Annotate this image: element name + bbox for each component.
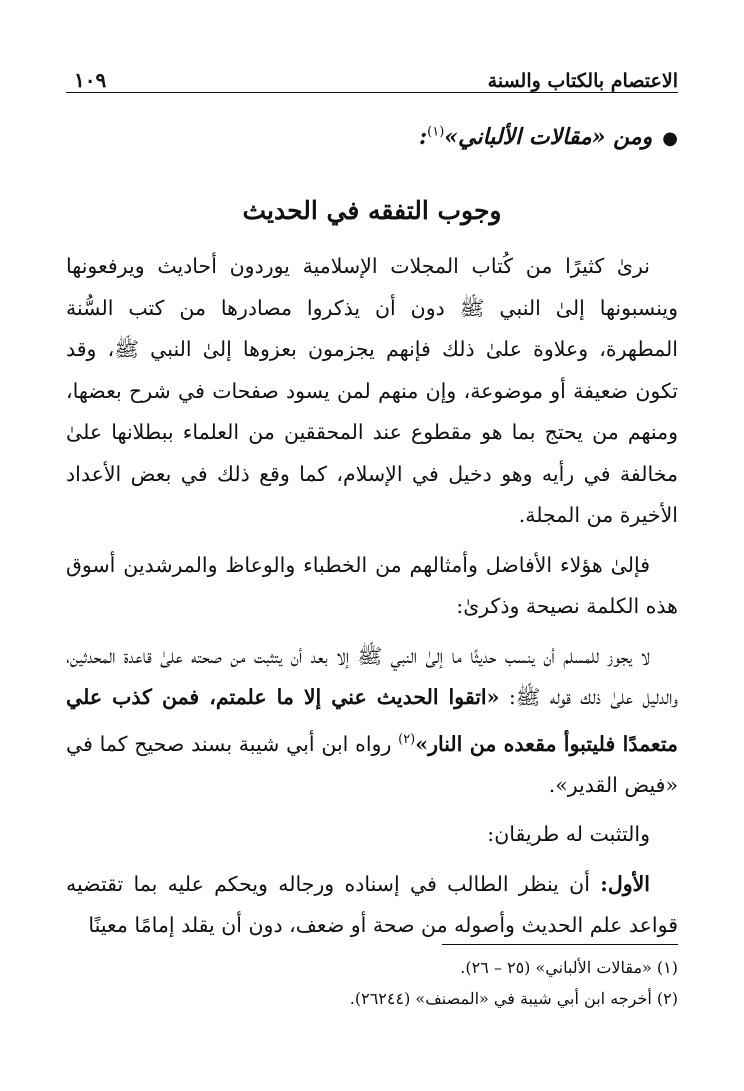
paragraph-5	[66, 864, 678, 947]
source-colon: :	[419, 124, 428, 150]
running-title: الاعتصام بالكتاب والسنة	[487, 70, 678, 92]
page-header	[74, 58, 678, 92]
footnotes	[66, 952, 678, 1014]
footnote-ref-1: (١)	[427, 124, 445, 140]
section-title: وجوب التفقه في الحديث	[242, 196, 502, 225]
footnote-divider	[442, 944, 678, 945]
paragraph-2: فإلىٰ هؤلاء الأفاضل وأمثالهم من الخطباء والوعاظ والمرشدين أسوق هذه الكلمة نصيحة وذكرىٰ:	[66, 552, 678, 618]
source-line	[66, 124, 678, 150]
page-number: ١٠٩	[74, 68, 107, 92]
hadith-quote: «اتقوا الحديث عني إلا ما علمتم، فمن كذب علي متعمدًا فليتبوأ مقعده من النار»	[66, 685, 678, 756]
footnote-ref-2: (٢)	[398, 731, 416, 747]
paragraph-1: نرىٰ كثيرًا من كُتاب المجلات الإسلامية يوردون أحاديث ويرفعونها وينسبونها إلىٰ النبي ﷺ دون أن يذكروا مصادرها من كتب السُّنة المطهرة، وعلاوة علىٰ ذلك فإنهم يجزمون بعزوها إلىٰ النبي ﷺ، وقد تكون ضعيفة أو موضوعة، وإن منهم لمن يسود صفحات في شرح بعضها، ومنهم من يحتج بما هو مقطوع عند المحققين من العلماء ببطلانها علىٰ مخالفة في رأيه وهو دخيل في الإسلام، كما وقع ذلك في بعض الأعداد الأخيرة من المجلة.	[66, 254, 678, 527]
header-divider	[66, 92, 678, 93]
footnote-1: (١) «مقالات الألباني» (٢٥ – ٢٦).	[460, 958, 678, 977]
paragraph-5-lead: الأول:	[600, 871, 650, 896]
paragraph-3-tail: رواه ابن أبي شيبة بسند صحيح كما في «فيض القدير».	[66, 731, 678, 797]
paragraph-4: والتثبت له طريقان:	[487, 822, 650, 847]
bullet-icon: ●	[662, 128, 678, 149]
paragraph-3-intro: لا يجوز للمسلم أن ينسب حديثًا ما إلىٰ النبي ﷺ إلا بعد أن يتثبت من صحته علىٰ قاعدة المحدثين، والدليل علىٰ ذلك قوله ﷺ:	[66, 643, 678, 709]
footnote-2: (٢) أخرجه ابن أبي شيبة في «المصنف» (٢٦٢٤٤).	[349, 989, 678, 1008]
source-text: ومن «مقالات الألباني»	[444, 124, 653, 150]
body-text	[66, 246, 678, 947]
paragraph-5-text: أن ينظر الطالب في إسناده ورجاله ويحكم عليه بما تقتضيه قواعد علم الحديث وأصوله من صحة أو ضعف، دون أن يقلد إمامًا معينًا	[66, 871, 678, 938]
paragraph-3	[66, 636, 678, 807]
